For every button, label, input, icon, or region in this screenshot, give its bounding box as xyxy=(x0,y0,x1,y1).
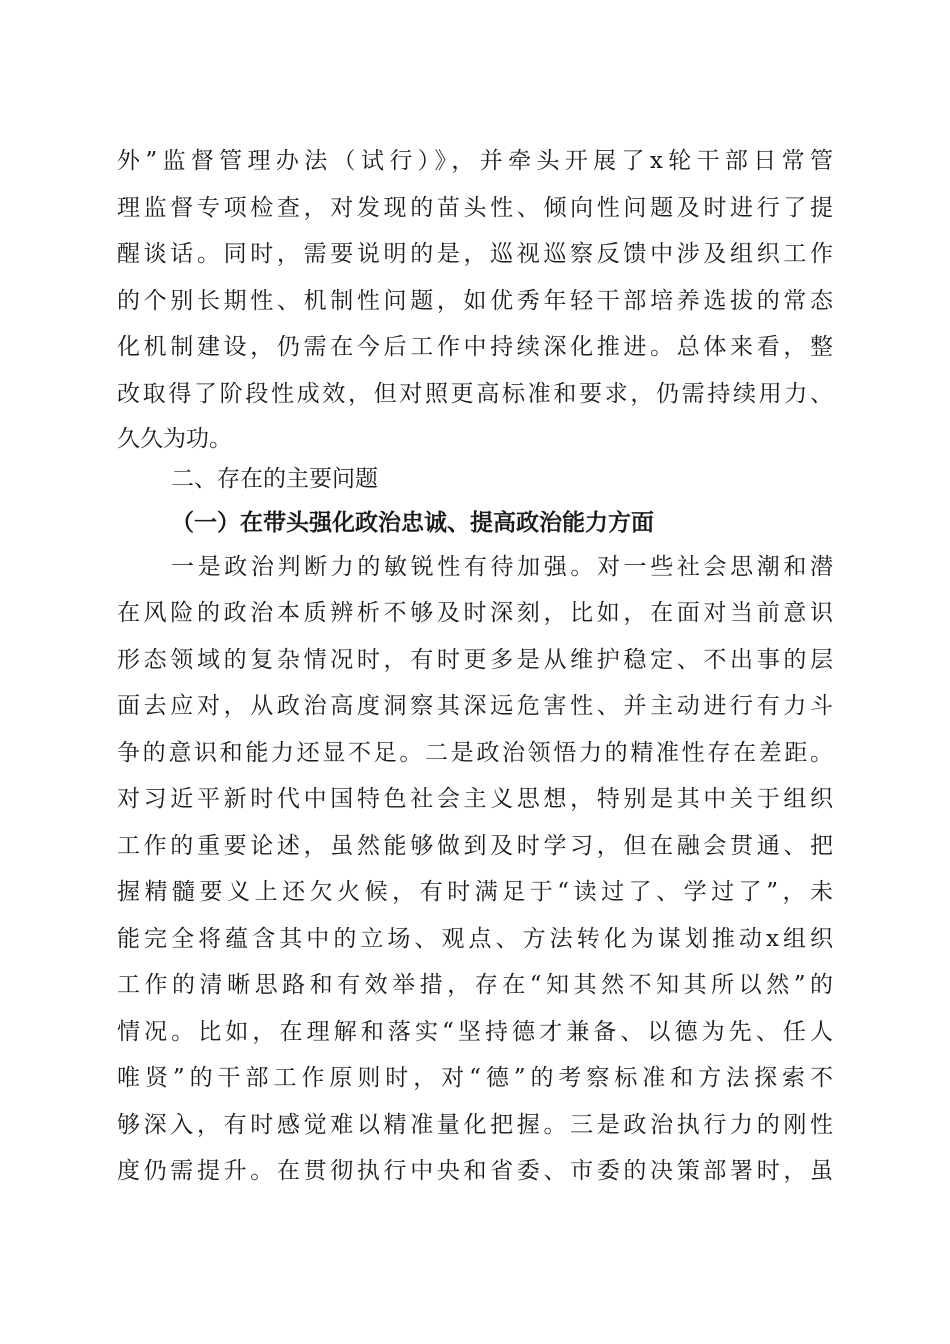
body-text-line: 形态领域的复杂情况时，有时更多是从维护稳定、不出事的层 xyxy=(117,647,833,673)
body-text-line: 握精髓要义上还欠火候，有时满足于“读过了、学过了”，未 xyxy=(117,879,833,905)
body-text-line: 工作的清晰思路和有效举措，存在“知其然不知其所以然”的 xyxy=(117,972,833,998)
body-text-line: 争的意识和能力还显不足。二是政治领悟力的精准性存在差距。 xyxy=(117,740,833,766)
body-text-line: 化机制建设，仍需在今后工作中持续深化推进。总体来看，整 xyxy=(117,334,833,360)
body-text-line: 外”监督管理办法（试行）》，并牵头开展了x轮干部日常管 xyxy=(117,148,833,174)
body-text-line: 的个别长期性、机制性问题，如优秀年轻干部培养选拔的常态 xyxy=(117,288,833,314)
body-text-line: 面去应对，从政治高度洞察其深远危害性、并主动进行有力斗 xyxy=(117,693,833,719)
body-text-line: 工作的重要论述，虽然能够做到及时学习，但在融会贯通、把 xyxy=(117,833,833,859)
body-text-line: 醒谈话。同时，需要说明的是，巡视巡察反馈中涉及组织工作 xyxy=(117,241,833,267)
subsection-heading: （一）在带头强化政治忠诚、提高政治能力方面 xyxy=(171,509,654,536)
body-text-line: 久久为功。 xyxy=(117,426,232,452)
body-text-line: 理监督专项检查，对发现的苗头性、倾向性问题及时进行了提 xyxy=(117,195,833,221)
body-text-line: 够深入，有时感觉难以精准量化把握。三是政治执行力的刚性 xyxy=(117,1112,833,1138)
body-text-line: 能完全将蕴含其中的立场、观点、方法转化为谋划推动x组织 xyxy=(117,926,833,952)
body-text-line: 在风险的政治本质辨析不够及时深刻，比如，在面对当前意识 xyxy=(117,600,833,626)
body-text-line: 改取得了阶段性成效，但对照更高标准和要求，仍需持续用力、 xyxy=(117,381,833,407)
body-text-line: 一是政治判断力的敏锐性有待加强。对一些社会思潮和潜 xyxy=(171,554,833,580)
body-text-line: 情况。比如，在理解和落实“坚持德才兼备、以德为先、任人 xyxy=(117,1019,833,1045)
section-heading: 二、存在的主要问题 xyxy=(171,466,378,492)
body-text-line: 唯贤”的干部工作原则时，对“德”的考察标准和方法探索不 xyxy=(117,1065,833,1091)
body-text-line: 对习近平新时代中国特色社会主义思想，特别是其中关于组织 xyxy=(117,786,833,812)
body-text-line: 度仍需提升。在贯彻执行中央和省委、市委的决策部署时，虽 xyxy=(117,1158,833,1184)
